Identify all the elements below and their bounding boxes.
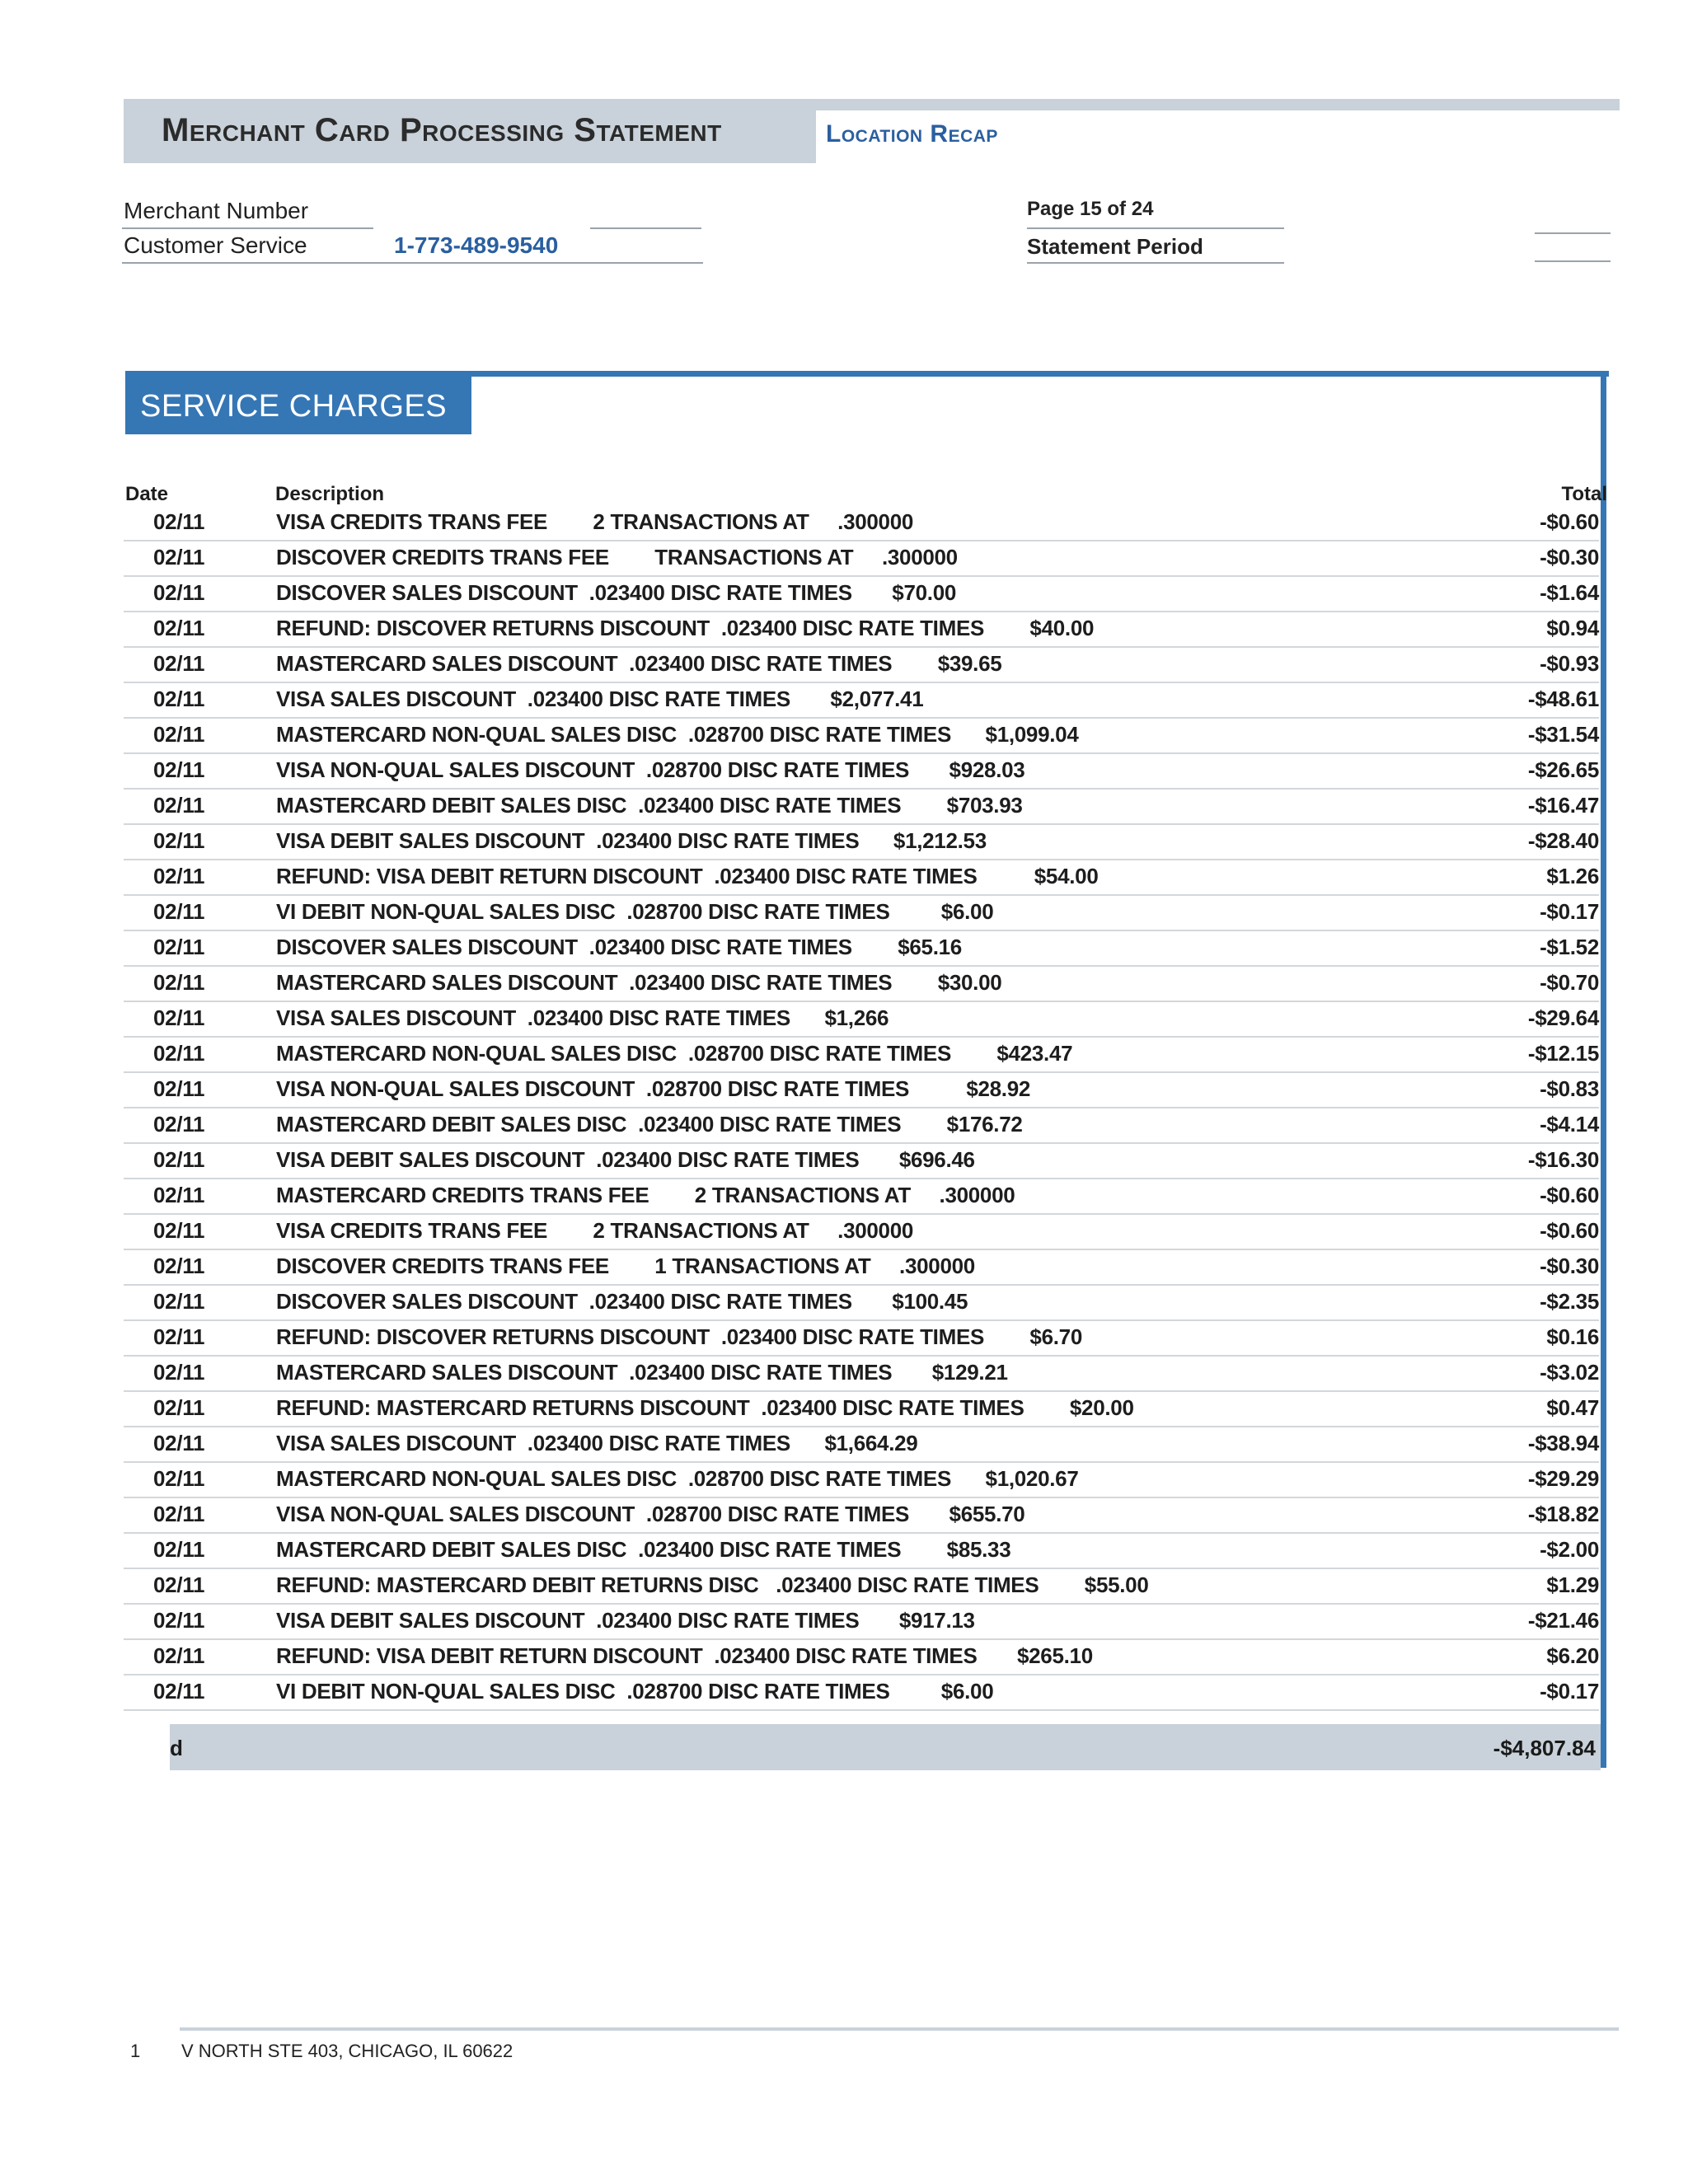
row-total: -$48.61 (1527, 687, 1599, 711)
row-date: 02/11 (153, 1608, 205, 1633)
table-row (124, 611, 1599, 648)
row-description: VISA SALES DISCOUNT .023400 DISC RATE TIMES $2,077.41 (276, 687, 924, 711)
row-total: $6.20 (1546, 1643, 1599, 1668)
table-row (124, 1001, 1599, 1038)
merchant-number-value-rule (590, 227, 701, 229)
row-description: VISA DEBIT SALES DISCOUNT .023400 DISC RATE TIMES $917.13 (276, 1608, 975, 1633)
table-row (124, 540, 1599, 577)
row-total: -$0.60 (1540, 1183, 1599, 1207)
table-row (124, 788, 1599, 825)
row-total: -$3.02 (1540, 1360, 1599, 1385)
row-total: -$28.40 (1527, 828, 1599, 853)
row-description: REFUND: DISCOVER RETURNS DISCOUNT .023400 DISC RATE TIMES $6.70 (276, 1324, 1082, 1349)
service-charges-right-border (1601, 371, 1606, 1768)
merchant-number-label: Merchant Number (124, 198, 309, 223)
row-date: 02/11 (153, 1431, 205, 1455)
row-description: VISA SALES DISCOUNT .023400 DISC RATE TIMES $1,664.29 (276, 1431, 918, 1455)
row-date: 02/11 (153, 722, 205, 747)
row-date: 02/11 (153, 1360, 205, 1385)
table-row (124, 1532, 1599, 1569)
row-total: -$0.93 (1540, 651, 1599, 676)
table-row (124, 682, 1599, 719)
table-row (124, 1249, 1599, 1286)
row-date: 02/11 (153, 970, 205, 995)
page-indicator: Page 15 of 24 (1027, 198, 1154, 220)
row-total: -$0.70 (1540, 970, 1599, 995)
row-date: 02/11 (153, 1112, 205, 1137)
row-date: 02/11 (153, 1076, 205, 1101)
row-date: 02/11 (153, 1289, 205, 1314)
row-total: -$1.52 (1540, 935, 1599, 959)
row-date: 02/11 (153, 616, 205, 640)
row-total: -$2.35 (1540, 1289, 1599, 1314)
table-row (124, 1674, 1599, 1711)
row-date: 02/11 (153, 1183, 205, 1207)
row-total: -$0.30 (1540, 1254, 1599, 1278)
row-description: REFUND: VISA DEBIT RETURN DISCOUNT .023400 DISC RATE TIMES $54.00 (276, 864, 1099, 888)
row-total: -$21.46 (1527, 1608, 1599, 1633)
row-date: 02/11 (153, 509, 205, 534)
row-description: VISA DEBIT SALES DISCOUNT .023400 DISC RATE TIMES $1,212.53 (276, 828, 987, 853)
row-total: -$31.54 (1527, 722, 1599, 747)
page-rule (1027, 227, 1284, 229)
row-total: -$0.60 (1540, 509, 1599, 534)
row-date: 02/11 (153, 1466, 205, 1491)
table-row (124, 930, 1599, 967)
row-description: VISA NON-QUAL SALES DISCOUNT .028700 DISC RATE TIMES $655.70 (276, 1502, 1025, 1526)
row-description: REFUND: MASTERCARD RETURNS DISCOUNT .023400 DISC RATE TIMES $20.00 (276, 1395, 1134, 1420)
table-row (124, 1568, 1599, 1605)
row-description: DISCOVER CREDITS TRANS FEE 1 TRANSACTIONS AT .300000 (276, 1254, 975, 1278)
customer-service-label: Customer Service (124, 232, 307, 258)
table-row (124, 1603, 1599, 1640)
row-description: MASTERCARD NON-QUAL SALES DISC .028700 DISC RATE TIMES $1,020.67 (276, 1466, 1079, 1491)
table-row (124, 1390, 1599, 1427)
table-row (124, 894, 1599, 931)
table-row (124, 1497, 1599, 1534)
row-total: -$0.83 (1540, 1076, 1599, 1101)
footer-address: V NORTH STE 403, CHICAGO, IL 60622 (181, 2041, 513, 2061)
row-date: 02/11 (153, 864, 205, 888)
row-date: 02/11 (153, 1218, 205, 1243)
row-date: 02/11 (153, 1679, 205, 1704)
row-total: -$0.30 (1540, 545, 1599, 569)
footer-page-marker: 1 (130, 2041, 141, 2061)
row-total: -$16.47 (1527, 793, 1599, 818)
row-total: -$26.65 (1527, 757, 1599, 782)
row-total: -$18.82 (1527, 1502, 1599, 1526)
table-row (124, 1638, 1599, 1675)
row-description: MASTERCARD DEBIT SALES DISC .023400 DISC RATE TIMES $85.33 (276, 1537, 1011, 1562)
row-total: -$4.14 (1540, 1112, 1599, 1137)
row-date: 02/11 (153, 580, 205, 605)
row-total: -$1.64 (1540, 580, 1599, 605)
row-total: -$16.30 (1527, 1147, 1599, 1172)
row-date: 02/11 (153, 651, 205, 676)
row-description: REFUND: DISCOVER RETURNS DISCOUNT .023400 DISC RATE TIMES $40.00 (276, 616, 1095, 640)
table-row (124, 752, 1599, 790)
total-label: d (170, 1736, 183, 1760)
table-row (124, 575, 1599, 612)
row-total: $1.29 (1546, 1572, 1599, 1597)
customer-service-rule (122, 262, 703, 264)
row-date: 02/11 (153, 757, 205, 782)
table-row (124, 859, 1599, 896)
row-date: 02/11 (153, 1502, 205, 1526)
row-description: MASTERCARD DEBIT SALES DISC .023400 DISC RATE TIMES $703.93 (276, 793, 1023, 818)
row-total: -$12.15 (1527, 1041, 1599, 1066)
row-description: MASTERCARD NON-QUAL SALES DISC .028700 DISC RATE TIMES $1,099.04 (276, 722, 1079, 747)
row-total: $1.26 (1546, 864, 1599, 888)
table-row (124, 965, 1599, 1002)
table-row (124, 1284, 1599, 1321)
footer-rule (180, 2027, 1619, 2031)
table-row (124, 823, 1599, 860)
row-description: MASTERCARD DEBIT SALES DISC .023400 DISC RATE TIMES $176.72 (276, 1112, 1023, 1137)
table-row (124, 1319, 1599, 1357)
table-row (124, 1036, 1599, 1073)
row-total: -$0.17 (1540, 899, 1599, 924)
statement-period-value-rule-2 (1535, 260, 1611, 262)
row-description: DISCOVER SALES DISCOUNT .023400 DISC RATE TIMES $70.00 (276, 580, 957, 605)
row-date: 02/11 (153, 1147, 205, 1172)
row-total: -$0.17 (1540, 1679, 1599, 1704)
customer-service-number: 1-773-489-9540 (394, 232, 559, 258)
table-row (124, 646, 1599, 683)
column-header-description: Description (275, 483, 385, 505)
row-total: -$38.94 (1527, 1431, 1599, 1455)
statement-title: Merchant Card Processing Statement (162, 112, 722, 148)
row-date: 02/11 (153, 1537, 205, 1562)
row-description: VISA CREDITS TRANS FEE 2 TRANSACTIONS AT .300000 (276, 509, 914, 534)
table-row (124, 1355, 1599, 1392)
statement-subtitle: Location Recap (826, 120, 998, 148)
table-row (124, 1426, 1599, 1463)
row-total: -$29.64 (1527, 1005, 1599, 1030)
row-date: 02/11 (153, 1572, 205, 1597)
service-charges-title: SERVICE CHARGES (140, 389, 448, 424)
row-date: 02/11 (153, 1643, 205, 1668)
row-date: 02/11 (153, 1005, 205, 1030)
table-row (124, 1461, 1599, 1498)
merchant-number-rule (122, 227, 373, 229)
row-description: REFUND: VISA DEBIT RETURN DISCOUNT .023400 DISC RATE TIMES $265.10 (276, 1643, 1093, 1668)
row-total: $0.16 (1546, 1324, 1599, 1349)
row-date: 02/11 (153, 828, 205, 853)
row-description: VISA CREDITS TRANS FEE 2 TRANSACTIONS AT .300000 (276, 1218, 914, 1243)
row-description: VISA NON-QUAL SALES DISCOUNT .028700 DISC RATE TIMES $28.92 (276, 1076, 1031, 1101)
row-description: MASTERCARD SALES DISCOUNT .023400 DISC RATE TIMES $129.21 (276, 1360, 1008, 1385)
table-row (124, 1213, 1599, 1250)
table-row (124, 717, 1599, 754)
row-date: 02/11 (153, 687, 205, 711)
row-description: VISA SALES DISCOUNT .023400 DISC RATE TIMES $1,266 (276, 1005, 889, 1030)
row-total: -$2.00 (1540, 1537, 1599, 1562)
row-date: 02/11 (153, 899, 205, 924)
row-date: 02/11 (153, 935, 205, 959)
table-row (124, 1107, 1599, 1144)
row-description: MASTERCARD CREDITS TRANS FEE 2 TRANSACTIONS AT .300000 (276, 1183, 1015, 1207)
row-description: MASTERCARD SALES DISCOUNT .023400 DISC RATE TIMES $39.65 (276, 651, 1002, 676)
column-header-total: Total (1561, 483, 1607, 505)
total-bar (170, 1724, 1601, 1770)
row-description: REFUND: MASTERCARD DEBIT RETURNS DISC .023400 DISC RATE TIMES $55.00 (276, 1572, 1149, 1597)
row-date: 02/11 (153, 545, 205, 569)
row-date: 02/11 (153, 793, 205, 818)
row-total: -$0.60 (1540, 1218, 1599, 1243)
row-description: DISCOVER CREDITS TRANS FEE TRANSACTIONS AT .300000 (276, 545, 958, 569)
row-date: 02/11 (153, 1324, 205, 1349)
column-header-date: Date (125, 483, 169, 505)
row-total: -$29.29 (1527, 1466, 1599, 1491)
row-description: VISA NON-QUAL SALES DISCOUNT .028700 DISC RATE TIMES $928.03 (276, 757, 1025, 782)
row-description: VI DEBIT NON-QUAL SALES DISC .028700 DISC RATE TIMES $6.00 (276, 1679, 994, 1704)
row-description: MASTERCARD SALES DISCOUNT .023400 DISC RATE TIMES $30.00 (276, 970, 1002, 995)
row-date: 02/11 (153, 1395, 205, 1420)
row-description: DISCOVER SALES DISCOUNT .023400 DISC RATE TIMES $65.16 (276, 935, 962, 959)
row-total: $0.94 (1546, 616, 1599, 640)
table-row (124, 1142, 1599, 1179)
statement-period-label: Statement Period (1027, 234, 1203, 259)
statement-period-value-rule-1 (1535, 232, 1611, 234)
row-description: MASTERCARD NON-QUAL SALES DISC .028700 DISC RATE TIMES $423.47 (276, 1041, 1073, 1066)
table-row (124, 504, 1599, 541)
row-date: 02/11 (153, 1254, 205, 1278)
total-value: -$4,807.84 (1493, 1736, 1596, 1760)
statement-period-rule (1027, 262, 1284, 264)
row-description: VI DEBIT NON-QUAL SALES DISC .028700 DISC RATE TIMES $6.00 (276, 899, 994, 924)
row-description: VISA DEBIT SALES DISCOUNT .023400 DISC RATE TIMES $696.46 (276, 1147, 975, 1172)
table-row (124, 1071, 1599, 1108)
row-date: 02/11 (153, 1041, 205, 1066)
row-description: DISCOVER SALES DISCOUNT .023400 DISC RATE TIMES $100.45 (276, 1289, 968, 1314)
row-total: $0.47 (1546, 1395, 1599, 1420)
table-row (124, 1178, 1599, 1215)
